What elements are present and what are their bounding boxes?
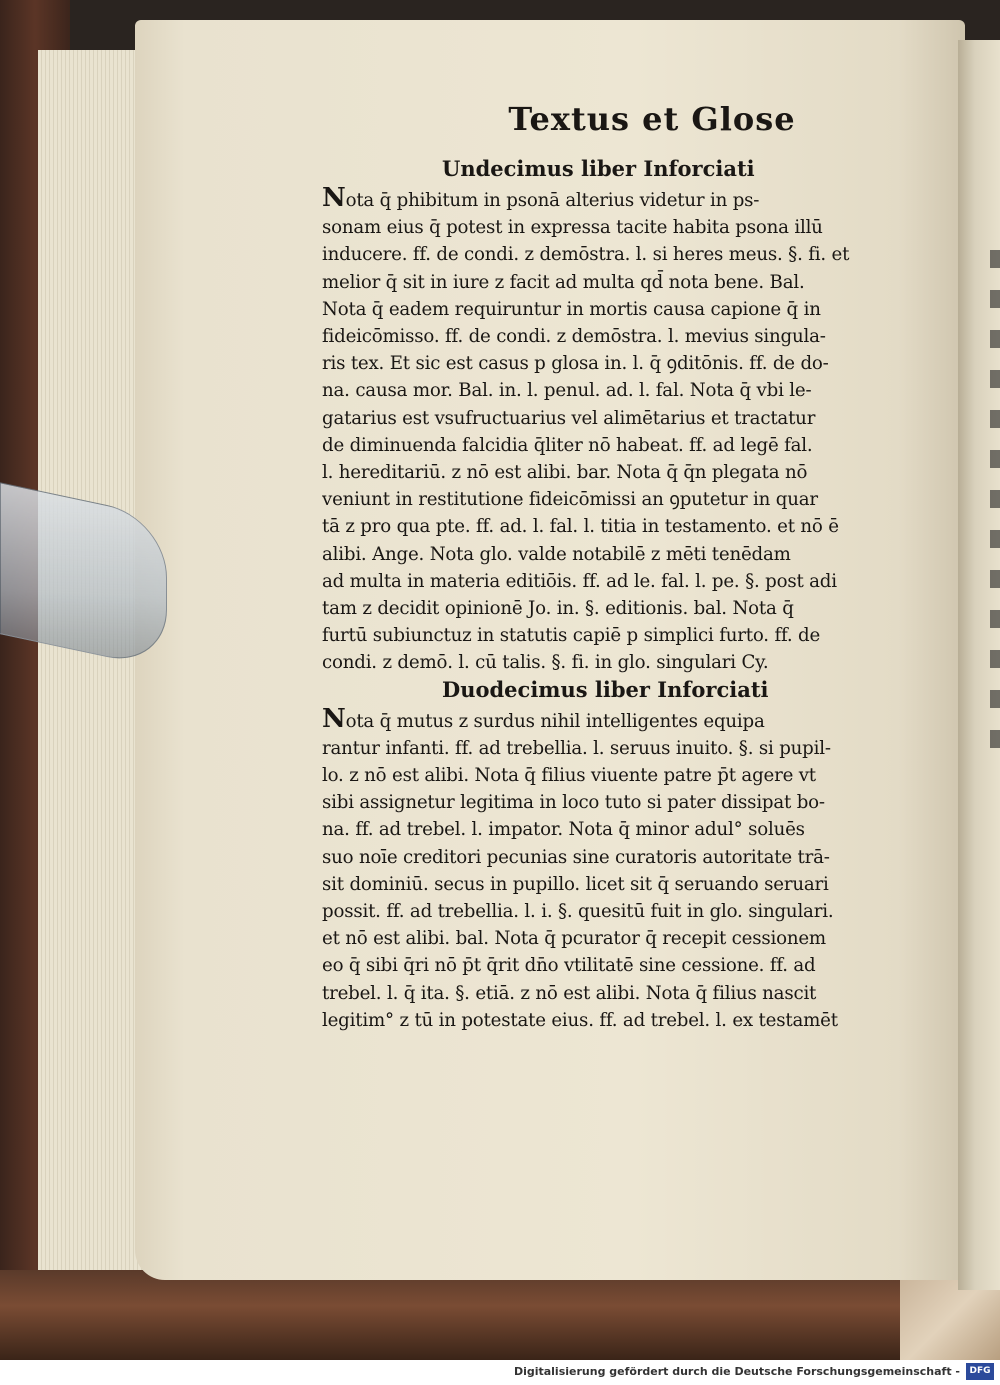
text-line: na. causa mor. Bal. in. l. penul. ad. l. fal. Nota q̄ vbi le- (322, 380, 812, 402)
section-paragraph (322, 706, 922, 1034)
text-line: inducere. ff. de condi. z demōstra. l. si heres meus. §. fi. et (322, 244, 850, 266)
text-line: legitim° z tū in potestate eius. ff. ad trebel. l. ex testamēt (322, 1009, 838, 1031)
text-line: trebel. l. q̄ ita. §. etiā. z nō est alibi. Nota q̄ filius nascit (322, 982, 817, 1004)
text-line: Nota q̄ phibitum in psonā alterius videtur in ps- (322, 185, 760, 213)
text-line: lo. z nō est alibi. Nota q̄ filius viuente patre p̄t agere vt (322, 765, 816, 787)
text-line: na. ff. ad trebel. l. impator. Nota q̄ minor adul° soluēs (322, 819, 805, 841)
text-line: furtū subiunctuz in statutis capiē p simplici furto. ff. de (322, 625, 821, 647)
text-sections (322, 156, 922, 1034)
text-line: Nota q̄ eadem requiruntur in mortis causa capione q̄ in (322, 298, 821, 320)
text-line: possit. ff. ad trebellia. l. i. §. quesitū fuit in glo. singulari. (322, 901, 834, 923)
text-line: sibi assignetur legitima in loco tuto si pater dissipat bo- (322, 792, 825, 814)
running-head: Textus et Glose (508, 100, 796, 138)
credit-text[interactable]: Digitalisierung gefördert durch die Deutsche Forschungsgemeinschaft - (513, 1365, 960, 1378)
credit-footer (0, 1360, 1000, 1385)
text-line: sonam eius q̄ potest in expressa tacite habita psona illū (322, 217, 823, 239)
text-line: tam z decidit opinionē Jo. in. §. editionis. bal. Nota q̄ (322, 598, 794, 620)
dfg-logo[interactable]: DFG (966, 1363, 994, 1380)
text-line: de diminuenda falcidia q̄liter nō habeat. ff. ad legē fal. (322, 434, 813, 456)
text-line: et nō est alibi. bal. Nota q̄ pcurator q̄ recepit cessionem (322, 928, 826, 950)
text-line: gatarius est vsufructuarius vel alimētarius et tractatur (322, 407, 816, 429)
text-line: melior q̄ sit in iure z facit ad multa qd̄ nota bene. Bal. (322, 271, 805, 293)
text-line: alibi. Ange. Nota glo. valde notabilē z mēti tenēdam (322, 543, 791, 565)
page-text (322, 100, 922, 1034)
text-line: ris tex. Et sic est casus p glosa in. l. q̄ ꝯditōnis. ff. de do- (322, 353, 829, 375)
bottom-binding-board (0, 1270, 1000, 1360)
text-line: tā z pro qua pte. ff. ad. l. fal. l. titia in testamento. et nō ē (322, 516, 839, 538)
text-line: veniunt in restitutione fideicōmissi an ꝯputetur in quar (322, 489, 818, 511)
facing-page-text-fragment (990, 250, 1000, 750)
text-line: rantur infanti. ff. ad trebellia. l. seruus inuito. §. si pupil- (322, 737, 831, 759)
section-heading: Duodecimus liber Inforciati (442, 676, 769, 702)
section-heading: Undecimus liber Inforciati (442, 156, 755, 181)
text-line: fideicōmisso. ff. de condi. z demōstra. l. mevius singula- (322, 326, 826, 348)
text-line: sit dominiū. secus in pupillo. licet sit q̄ seruando seruari (322, 873, 829, 895)
text-line: l. hereditariū. z nō est alibi. bar. Nota q̄ q̄n plegata nō (322, 462, 808, 484)
text-line: ad multa in materia editiōis. ff. ad le. fal. l. pe. §. post adi (322, 570, 837, 592)
text-line: Nota q̄ mutus z surdus nihil intelligentes equipa (322, 705, 765, 734)
section-paragraph (322, 185, 922, 677)
text-line: eo q̄ sibi q̄ri nō p̄t q̄rit dn̄o vtilitatē sine cessione. ff. ad (322, 955, 816, 977)
text-line: condi. z demō. l. cū talis. §. fi. in glo. singulari Cy. (322, 652, 769, 674)
page-edges (38, 50, 148, 1290)
text-line: suo noīe creditori pecunias sine curatoris autoritate trā- (322, 846, 830, 868)
